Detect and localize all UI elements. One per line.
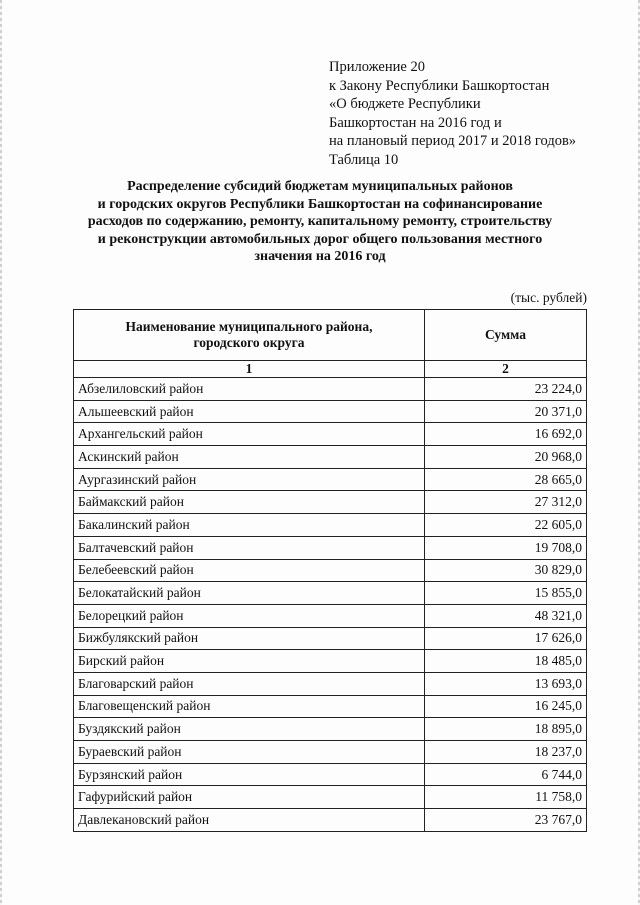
- column-number: 1: [74, 361, 425, 378]
- table-row: [74, 559, 587, 582]
- district-sum: 18 485,0: [425, 650, 587, 673]
- district-sum: 15 855,0: [425, 582, 587, 605]
- table-row: [74, 604, 587, 627]
- table-body: [74, 361, 587, 832]
- table-row: [74, 446, 587, 469]
- table-row: [74, 536, 587, 559]
- appendix-reference: [329, 58, 576, 170]
- appendix-line: Таблица 10: [329, 151, 399, 168]
- district-name: Аургазинский район: [74, 468, 425, 491]
- table-row: [74, 423, 587, 446]
- appendix-line: на плановый период 2017 и 2018 годов»: [329, 133, 577, 150]
- district-name: Бакалинский район: [74, 514, 425, 537]
- document-title: [70, 178, 570, 266]
- title-line: расходов по содержанию, ремонту, капитальному ремонту, строительству: [87, 214, 553, 230]
- table-row: [74, 378, 587, 401]
- district-sum: 18 895,0: [425, 718, 587, 741]
- table-row: [74, 695, 587, 718]
- district-name: Давлекановский район: [74, 809, 425, 832]
- district-name: Баймакский район: [74, 491, 425, 514]
- district-sum: 23 224,0: [425, 378, 587, 401]
- district-sum: 18 237,0: [425, 741, 587, 764]
- district-name: Белебеевский район: [74, 559, 425, 582]
- appendix-line: к Закону Республики Башкортостан: [329, 77, 550, 94]
- district-sum: 23 767,0: [425, 809, 587, 832]
- column-number: 2: [425, 361, 587, 378]
- district-name: Альшеевский район: [74, 400, 425, 423]
- district-sum: 48 321,0: [425, 604, 587, 627]
- table-row: [74, 514, 587, 537]
- district-name: Благовещенский район: [74, 695, 425, 718]
- header-sum: Сумма: [425, 310, 587, 361]
- appendix-line: Приложение 20: [329, 59, 425, 75]
- district-sum: 22 605,0: [425, 514, 587, 537]
- table-row: [74, 650, 587, 673]
- district-name: Бижбулякский район: [74, 627, 425, 650]
- district-sum: 13 693,0: [425, 672, 587, 695]
- district-name: Бураевский район: [74, 741, 425, 764]
- district-sum: 19 708,0: [425, 536, 587, 559]
- table-row: [74, 763, 587, 786]
- appendix-line: «О бюджете Республики: [329, 96, 481, 113]
- scan-edge-left: [0, 0, 2, 905]
- district-name: Гафурийский район: [74, 786, 425, 809]
- district-name: Бирский район: [74, 650, 425, 673]
- district-name: Благоварский район: [74, 672, 425, 695]
- district-sum: 6 744,0: [425, 763, 587, 786]
- units-label: (тыс. рублей): [510, 290, 587, 305]
- district-sum: 20 968,0: [425, 446, 587, 469]
- title-line: и городских округов Республики Башкортостан на софинансирование: [97, 196, 543, 212]
- column-number-row: [74, 361, 587, 378]
- table-header-row: [74, 310, 587, 361]
- district-name: Белокатайский район: [74, 582, 425, 605]
- table-row: [74, 741, 587, 764]
- table-row: [74, 400, 587, 423]
- district-sum: 20 371,0: [425, 400, 587, 423]
- table-row: [74, 491, 587, 514]
- subsidy-table: [73, 309, 587, 832]
- district-sum: 16 245,0: [425, 695, 587, 718]
- table-row: [74, 627, 587, 650]
- district-sum: 17 626,0: [425, 627, 587, 650]
- district-name: Балтачевский район: [74, 536, 425, 559]
- district-sum: 11 758,0: [425, 786, 587, 809]
- table-row: [74, 582, 587, 605]
- table-row: [74, 786, 587, 809]
- district-sum: 27 312,0: [425, 491, 587, 514]
- district-name: Абзелиловский район: [74, 378, 425, 401]
- title-line: значения на 2016 год: [254, 249, 386, 265]
- table-row: [74, 718, 587, 741]
- district-sum: 16 692,0: [425, 423, 587, 446]
- district-name: Бурзянский район: [74, 763, 425, 786]
- title-line: и реконструкции автомобильных дорог общего пользования местного: [97, 231, 543, 247]
- district-sum: 30 829,0: [425, 559, 587, 582]
- district-name: Архангельский район: [74, 423, 425, 446]
- table-row: [74, 672, 587, 695]
- header-name-line2: городского округа: [193, 335, 305, 350]
- district-sum: 28 665,0: [425, 468, 587, 491]
- title-line: Распределение субсидий бюджетам муниципальных районов: [127, 179, 513, 194]
- district-name: Аскинский район: [74, 446, 425, 469]
- table-row: [74, 468, 587, 491]
- district-name: Буздякский район: [74, 718, 425, 741]
- district-name: Белорецкий район: [74, 604, 425, 627]
- table-row: [74, 809, 587, 832]
- header-name: [74, 310, 425, 361]
- appendix-line: Башкортостан на 2016 год и: [329, 114, 502, 131]
- header-name-line1: Наименование муниципального района,: [125, 319, 373, 334]
